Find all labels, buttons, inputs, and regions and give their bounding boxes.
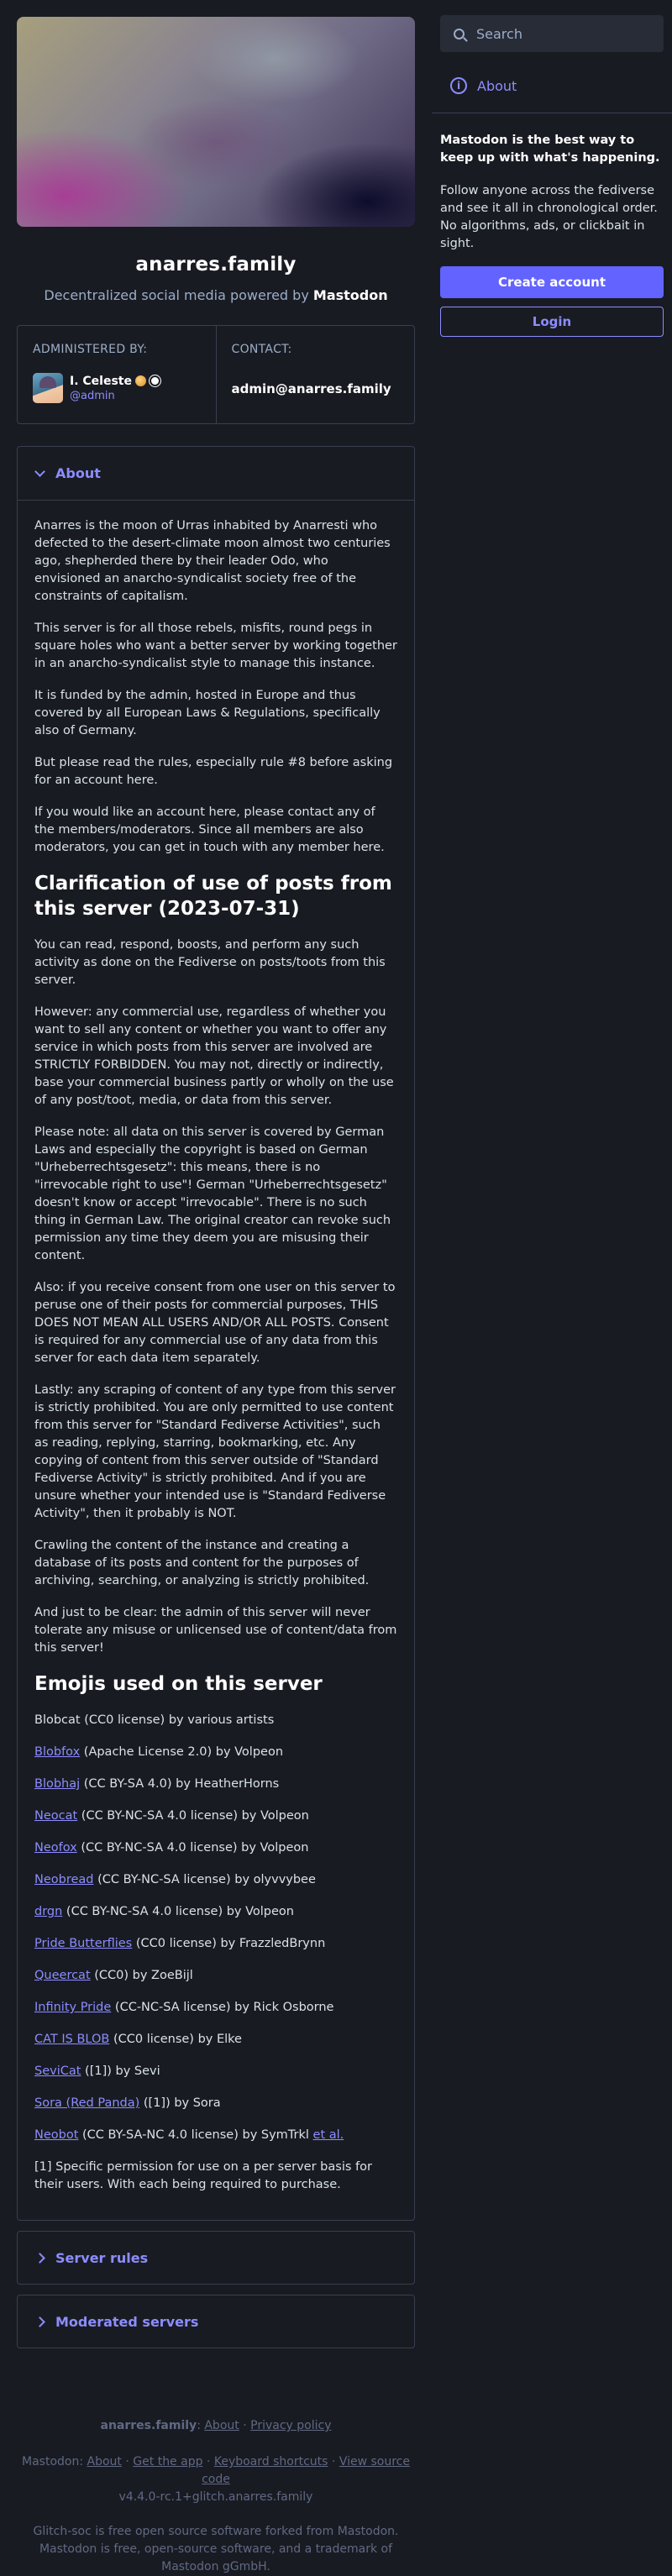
footer-trademark-note: Mastodon is free, open-source software, and a trademark of Mastodon gGmbH. <box>39 2542 393 2573</box>
clarification-paragraph: And just to be clear: the admin of this server will never tolerate any misuse or unlicensed use of content/data from this server! <box>34 1606 397 1655</box>
about-paragraph: But please read the rules, especially rule #8 before asking for an account here. <box>34 756 393 787</box>
emoji-link[interactable]: CAT IS BLOB <box>34 2033 110 2046</box>
server-details-box <box>17 325 415 424</box>
about-heading: About <box>55 465 101 481</box>
clarification-paragraph: You can read, respond, boosts, and perform any such activity as done on the Fediverse on posts/toots from this server. <box>34 938 386 987</box>
emoji-link[interactable]: Neofox <box>34 1841 77 1855</box>
moderated-servers-heading: Moderated servers <box>55 2313 199 2330</box>
footer-get-app-link[interactable]: Get the app <box>133 2455 203 2468</box>
clarification-paragraph: However: any commercial use, regardless of whether you want to sell any content or whether you want to offer any service in which posts from this server are involved are STRICTLY FORBIDDEN. You may not, directly or indirectly, base your commercial business partly or wholly on the use of any post/toot, media, or data from this server. <box>34 1005 394 1107</box>
admin-handle[interactable]: @admin <box>70 389 115 402</box>
about-paragraph: This server is for all those rebels, misfits, round pegs in square holes who want a better server by working together in an anarcho-syndicalist style to manage this instance. <box>34 622 397 670</box>
clarification-paragraph: Also: if you receive consent from one user on this server to peruse one of their posts for commercial purposes, THIS DOES NOT MEAN ALL USERS AND/OR ALL POSTS. Consent is required for any commercial use of any data from this server for each data item separately. <box>34 1281 396 1365</box>
emoji-credit: Neobot (CC BY-SA-NC 4.0 license) by SymTrkl et al. <box>34 2128 344 2142</box>
login-button[interactable]: Login <box>440 307 664 337</box>
footer-source-link[interactable]: View source code <box>202 2455 410 2486</box>
signup-pitch-heading: Mastodon is the best way to keep up with what's happening. <box>440 134 660 165</box>
search-icon <box>454 29 465 39</box>
footer-mastodon-about-link[interactable]: About <box>87 2455 122 2468</box>
emoji-link[interactable]: Infinity Pride <box>34 2001 112 2014</box>
administered-by-section <box>18 326 216 423</box>
footer-version: v4.4.0-rc.1+glitch.anarres.family <box>118 2490 313 2504</box>
about-paragraph: It is funded by the admin, hosted in Europe and thus covered by all European Laws & Regulations, specifically also of Germany. <box>34 689 381 737</box>
chevron-right-icon <box>34 2316 45 2327</box>
main-column <box>17 17 415 2576</box>
about-paragraph: Anarres is the moon of Urras inhabited by Anarresti who defected to the desert-climate moon almost two centuries ago, shepherded there by their leader Odo, who envisioned an anarcho-syndicalist society free of the constraints of capitalism. <box>34 519 391 603</box>
emoji-credit: Queercat (CC0) by ZoeBijl <box>34 1969 193 1982</box>
admin-display-name: I. Celeste <box>70 374 132 388</box>
avatar[interactable] <box>33 373 63 403</box>
emoji-heading: Emojis used on this server <box>34 1673 323 1695</box>
footer-glitch-note: Glitch-soc is free open source software forked from Mastodon. <box>33 2525 399 2538</box>
footer <box>17 2417 415 2576</box>
emoji-credit: Neocat (CC BY-NC-SA 4.0 license) by Volpeon <box>34 1809 309 1823</box>
admin-account[interactable] <box>33 373 201 403</box>
emoji-credit: Neofox (CC BY-NC-SA 4.0 license) by Volpeon <box>34 1841 309 1855</box>
contact-email[interactable]: admin@anarres.family <box>231 381 391 396</box>
emoji-link[interactable]: Neobread <box>34 1873 94 1886</box>
emoji-link[interactable]: Blobfox <box>34 1745 81 1759</box>
footer-mastodon-links: Mastodon: About · Get the app · Keyboard shortcuts · View source code <box>22 2455 410 2486</box>
emoji-link[interactable]: Neobot <box>34 2128 79 2142</box>
sidebar-item-label: About <box>477 77 517 94</box>
create-account-button[interactable]: Create account <box>440 266 664 298</box>
emoji-link[interactable]: Neocat <box>34 1809 78 1823</box>
about-paragraph: If you would like an account here, please contact any of the members/moderators. Since all members are also moderators, you can get in touch with any member here. <box>34 805 385 854</box>
emoji-link[interactable]: drgn <box>34 1905 63 1918</box>
footer-server-name: anarres.family <box>100 2419 197 2432</box>
emoji-link-et-al[interactable]: et al. <box>312 2128 344 2142</box>
about-section <box>17 446 415 2221</box>
emoji-credit: SeviCat ([1]) by Sevi <box>34 2064 160 2078</box>
chevron-down-icon <box>34 466 45 477</box>
emoji-credit: Blobcat (CC0 license) by various artists <box>34 1713 275 1727</box>
contact-heading: CONTACT: <box>231 343 292 356</box>
about-content <box>18 501 414 2220</box>
about-toggle[interactable] <box>18 447 414 501</box>
emoji-credit: Blobfox (Apache License 2.0) by Volpeon <box>34 1745 284 1759</box>
search-placeholder: Search <box>476 25 522 42</box>
emoji-credit: drgn (CC BY-NC-SA 4.0 license) by Volpeon <box>34 1905 294 1918</box>
server-hero-image <box>17 17 415 227</box>
emoji-footnote: [1] Specific permission for use on a per server basis for their users. With each being required to purchase. <box>34 2160 372 2191</box>
custom-emoji-icon <box>135 375 146 386</box>
info-icon: i <box>450 77 467 94</box>
footer-shortcuts-link[interactable]: Keyboard shortcuts <box>213 2455 328 2468</box>
footer-privacy-link[interactable]: Privacy policy <box>250 2419 332 2432</box>
emoji-credit: Blobhaj (CC BY-SA 4.0) by HeatherHorns <box>34 1777 280 1791</box>
sidebar-item-about[interactable] <box>440 77 664 94</box>
emoji-credit: Neobread (CC BY-NC-SA license) by olyvvybee <box>34 1873 316 1886</box>
emoji-link[interactable]: SeviCat <box>34 2064 81 2078</box>
administered-by-heading: ADMINISTERED BY: <box>33 343 148 356</box>
search-input[interactable] <box>440 15 664 52</box>
emoji-credit: CAT IS BLOB (CC0 license) by Elke <box>34 2033 242 2046</box>
verified-badge-icon <box>150 375 160 386</box>
moderated-servers-toggle[interactable] <box>17 2295 415 2348</box>
clarification-paragraph: Lastly: any scraping of content of any type from this server is strictly prohibited. You are only permitted to use content from this server for "Standard Fediverse Activities", such as reading, replying, starring, bookmarking, etc. Any copying of content from this server outside of "Standard Fediverse Activity" is strictly prohibited. And if you are unsure whether your intended use is "Standard Fediverse Activity", then it probably is NOT. <box>34 1383 396 1520</box>
emoji-link[interactable]: Blobhaj <box>34 1777 81 1791</box>
footer-about-link[interactable]: About <box>204 2419 239 2432</box>
server-domain-title: anarres.family <box>135 254 297 275</box>
clarification-paragraph: Please note: all data on this server is covered by German Laws and especially the copyright is based on German "Urheberrechtsgesetz": this means, there is no "irrevocable right to use"! German "Urheberrechtsgesetz" doesn't know or accept "irrevocable". There is no such thing in German Law. The original creator can revoke such permission any time they deem you are misusing their content. <box>34 1125 391 1262</box>
emoji-link[interactable]: Sora (Red Panda) <box>34 2096 140 2110</box>
sidebar <box>432 0 672 2556</box>
signup-pitch-body: Follow anyone across the fediverse and see it all in chronological order. No algorithms, ads, or clickbait in sight. <box>440 184 658 250</box>
contact-section <box>216 326 415 423</box>
emoji-credit: Pride Butterflies (CC0 license) by FrazzledBrynn <box>34 1937 326 1950</box>
server-rules-heading: Server rules <box>55 2249 149 2266</box>
mastodon-brand-link[interactable]: Mastodon <box>312 287 388 303</box>
footer-server-links: anarres.family: About · Privacy policy <box>100 2419 332 2432</box>
chevron-right-icon <box>34 2253 45 2264</box>
clarification-heading: Clarification of use of posts from this server (2023-07-31) <box>34 873 392 920</box>
clarification-paragraph: Crawling the content of the instance and creating a database of its posts and content for the purposes of archiving, searching, or analyzing is strictly prohibited. <box>34 1539 370 1587</box>
emoji-credit: Infinity Pride (CC-NC-SA license) by Rick Osborne <box>34 2001 334 2014</box>
emoji-link[interactable]: Queercat <box>34 1969 91 1982</box>
server-subtitle: Decentralized social media powered by Mastodon <box>44 287 388 303</box>
emoji-link[interactable]: Pride Butterflies <box>34 1937 133 1950</box>
server-rules-toggle[interactable] <box>17 2231 415 2285</box>
emoji-credit: Sora (Red Panda) ([1]) by Sora <box>34 2096 221 2110</box>
